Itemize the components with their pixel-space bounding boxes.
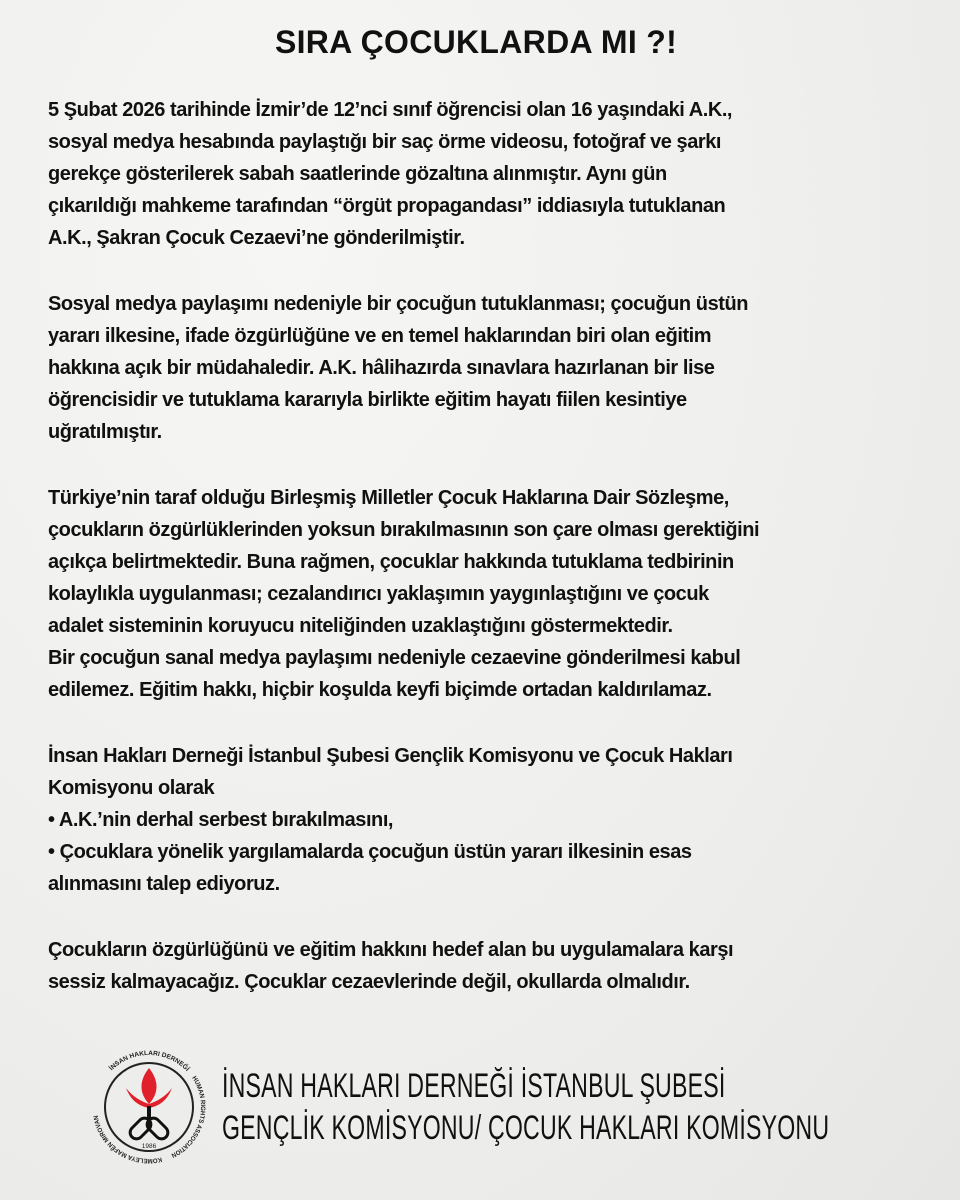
statement-body: [48, 94, 920, 1032]
paragraph-3-line: Türkiye’nin taraf olduğu Birleşmiş Milletler Çocuk Haklarına Dair Sözleşme,: [48, 487, 729, 509]
paragraph-5: [48, 934, 920, 998]
paragraph-3-line: açıkça belirtmektedir. Buna rağmen, çocuklar hakkında tutuklama tedbirinin: [48, 551, 734, 573]
paragraph-2-line: uğratılmıştır.: [48, 421, 162, 443]
paragraph-4-line: İnsan Hakları Derneği İstanbul Şubesi Gençlik Komisyonu ve Çocuk Hakları: [48, 745, 733, 767]
paragraph-3-line: çocukların özgürlüklerinden yoksun bırakılmasının son çare olması gerektiğini: [48, 519, 760, 541]
paragraph-3-line: adalet sisteminin koruyucu niteliğinden uzaklaştığını göstermektedir.: [48, 615, 673, 637]
paragraph-3-line: Bir çocuğun sanal medya paylaşımı nedeniyle cezaevine gönderilmesi kabul: [48, 647, 741, 669]
paragraph-1-line: çıkarıldığı mahkeme tarafından “örgüt propagandası” iddiasıyla tutuklanan: [48, 195, 726, 217]
paragraph-3: [48, 482, 920, 706]
flower-icon: [126, 1068, 172, 1108]
paragraph-4-line: alınmasını talep ediyoruz.: [48, 873, 280, 895]
chain-icon: [130, 1118, 168, 1139]
logo-right-text: HUMAN RIGHTS ASSOCIATION: [169, 1075, 207, 1159]
paragraph-1-line: A.K., Şakran Çocuk Cezaevi’ne gönderilmiştir.: [48, 227, 465, 249]
logo-year: 1986: [141, 1143, 157, 1150]
paragraph-4-line: • A.K.’nin derhal serbest bırakılmasını,: [48, 809, 394, 831]
paragraph-4-line: Komisyonu olarak: [48, 777, 215, 799]
paragraph-2-line: hakkına açık bir müdahaledir. A.K. hâlihazırda sınavlara hazırlanan bir lise: [48, 357, 715, 379]
paragraph-1-line: 5 Şubat 2026 tarihinde İzmir’de 12’nci sınıf öğrencisi olan 16 yaşındaki A.K.,: [48, 99, 733, 121]
paragraph-5-line: sessiz kalmayacağız. Çocuklar cezaevlerinde değil, okullarda olmalıdır.: [48, 971, 690, 993]
footer-commissions: GENÇLİK KOMİSYONU/ ÇOCUK HAKLARI KOMİSYONU: [222, 1109, 830, 1147]
paragraph-1-line: sosyal medya hesabında paylaştığı bir saç örme videosu, fotoğraf ve şarkı: [48, 131, 721, 153]
paragraph-2-line: yararı ilkesine, ifade özgürlüğüne ve en temel haklarından biri olan eğitim: [48, 325, 712, 347]
paragraph-4-line: • Çocuklara yönelik yargılamalarda çocuğun üstün yararı ilkesinin esas: [48, 841, 692, 863]
paragraph-2-line: Sosyal medya paylaşımı nedeniyle bir çocuğun tutuklanması; çocuğun üstün: [48, 293, 748, 315]
footer: [86, 1044, 920, 1170]
paragraph-3-line: kolaylıkla uygulanması; cezalandırıcı yaklaşımın yaygınlaştığını ve çocuk: [48, 583, 709, 605]
paragraph-1-line: gerekçe gösterilerek sabah saatlerinde gözaltına alınmıştır. Aynı gün: [48, 163, 667, 185]
paragraph-5-line: Çocukların özgürlüğünü ve eğitim hakkını hedef alan bu uygulamalara karşı: [48, 939, 734, 961]
svg-text:KOMELEYA MAFÊN MIROVAN: [93, 1115, 163, 1165]
footer-org-name: İNSAN HAKLARI DERNEĞİ İSTANBUL ŞUBESİ: [222, 1067, 726, 1105]
ihd-logo: [86, 1044, 212, 1170]
footer-text: [222, 1065, 960, 1149]
paragraph-3-line: edilemez. Eğitim hakkı, hiçbir koşulda keyfi biçimde ortadan kaldırılamaz.: [48, 679, 712, 701]
page-title: SIRA ÇOCUKLARDA MI ?!: [274, 24, 678, 60]
paragraph-2: [48, 288, 920, 448]
logo-left-text: KOMELEYA MAFÊN MIROVAN: [92, 1114, 163, 1165]
paragraph-2-line: öğrencisidir ve tutuklama kararıyla birlikte eğitim hayatı fiilen kesintiye: [48, 389, 687, 411]
paragraph-4: [48, 740, 920, 900]
paragraph-1: [48, 94, 920, 254]
logo-top-text: İNSAN HAKLARI DERNEĞİ: [108, 1049, 191, 1073]
